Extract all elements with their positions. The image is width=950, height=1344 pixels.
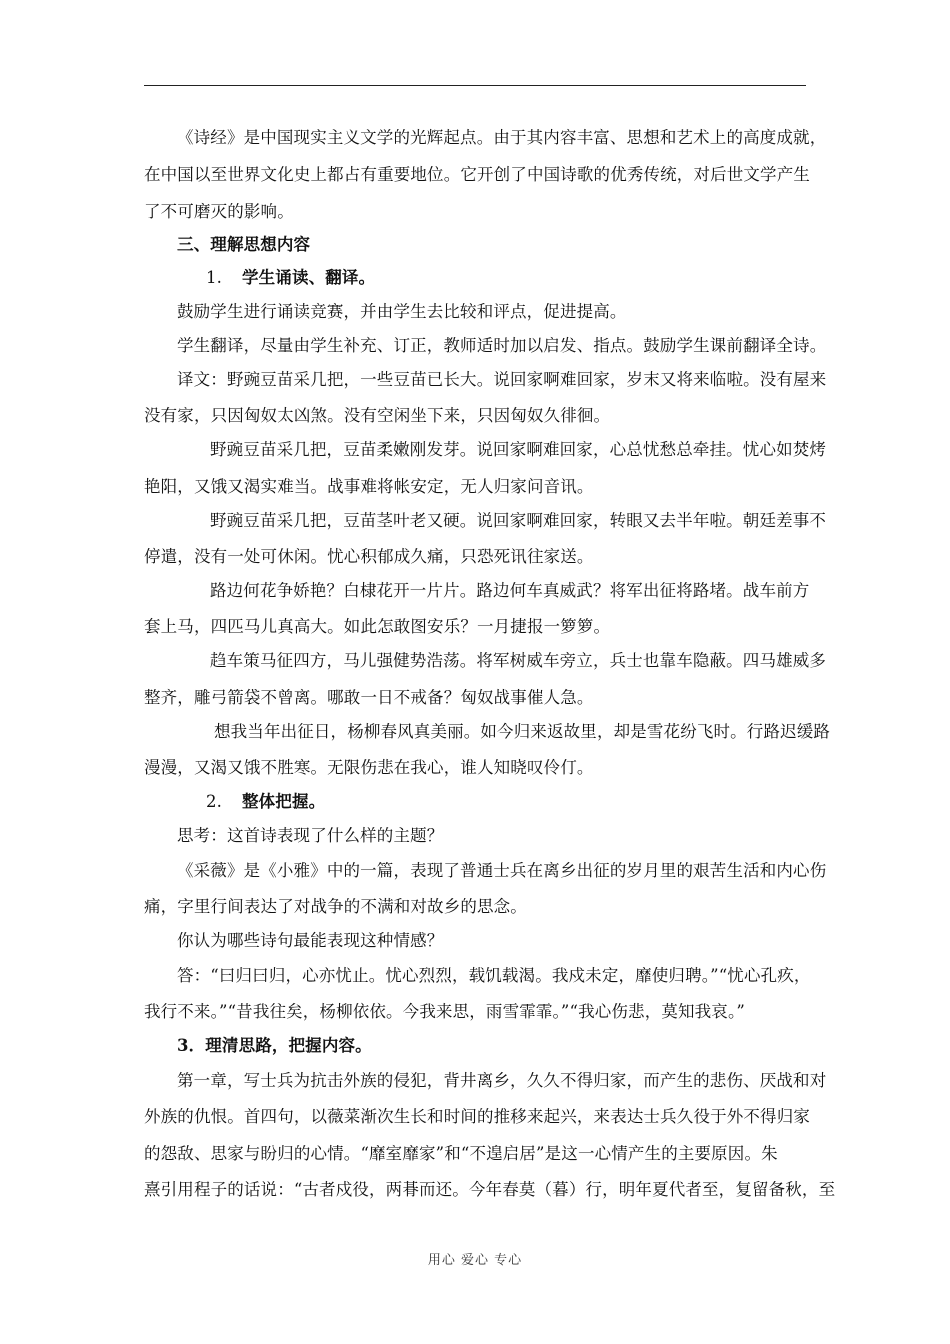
paragraph-line: 你认为哪些诗句最能表现这种情感？ — [177, 931, 444, 950]
paragraph-line: 痛，字里行间表达了对战争的不满和对故乡的思念。 — [144, 897, 527, 916]
paragraph-line: 第一章，写士兵为抗击外族的侵犯，背井离乡，久久不得归家，而产生的悲伤、厌战和对 — [177, 1071, 827, 1090]
paragraph-line: 野豌豆苗采几把，豆苗柔嫩刚发芽。说回家啊难回家，心总忧愁总牵挂。忧心如焚烤 — [210, 440, 827, 459]
paragraph-line: 答：“曰归曰归，心亦忧止。忧心烈烈，载饥载渴。我戍未定，靡使归聘。”“忧心孔疚， — [177, 966, 811, 985]
paragraph-line: 停遣，没有一处可休闲。忧心积郁成久痛，只恐死讯往家送。 — [144, 547, 594, 566]
paragraph-line: 译文：野豌豆苗采几把，一些豆苗已长大。说回家啊难回家，岁末又将来临啦。没有屋来 — [177, 370, 827, 389]
subheading-number: 2. — [206, 792, 223, 811]
paragraph-line: 路边何花争娇艳？白棣花开一片片。路边何车真威武？将军出征将路堵。战车前方 — [210, 581, 810, 600]
paragraph-line: 学生翻译，尽量由学生补充、订正，教师适时加以启发、指点。鼓励学生课前翻译全诗。 — [177, 336, 827, 355]
subheading-number: 1. — [206, 268, 223, 287]
paragraph-line: 鼓励学生进行诵读竞赛，并由学生去比较和评点，促进提高。 — [177, 302, 627, 321]
page-footer: 用心 爱心 专心 — [427, 1253, 523, 1268]
paragraph-line: 没有家，只因匈奴太凶煞。没有空闲坐下来，只因匈奴久徘徊。 — [144, 406, 611, 425]
header-rule — [144, 85, 806, 86]
subheading — [144, 268, 806, 288]
paragraph-line: 思考：这首诗表现了什么样的主题？ — [177, 826, 444, 845]
paragraph-line: 的怨敌、思家与盼归的心情。“靡室靡家”和“不遑启居”是这一心情产生的主要原因。朱 — [144, 1144, 778, 1163]
section-heading: 三、理解思想内容 — [177, 235, 311, 254]
paragraph-line: 外族的仇恨。首四句，以薇菜渐次生长和时间的推移来起兴，来表达士兵久役于外不得归家 — [144, 1107, 810, 1126]
subheading — [144, 792, 806, 812]
subheading-text: 整体把握。 — [242, 792, 326, 811]
paragraph-line: 《采薇》是《小雅》中的一篇，表现了普通士兵在离乡出征的岁月里的艰苦生活和内心伤 — [177, 861, 827, 880]
paragraph-line: 艳阳，又饿又渴实难当。战事难将帐安定，无人归家问音讯。 — [144, 477, 594, 496]
paragraph-line: 在中国以至世界文化史上都占有重要地位。它开创了中国诗歌的优秀传统，对后世文学产生 — [144, 165, 810, 184]
paragraph-line: 了不可磨灭的影响。 — [144, 202, 294, 221]
paragraph-line: 野豌豆苗采几把，豆苗茎叶老又硬。说回家啊难回家，转眼又去半年啦。朝廷差事不 — [210, 511, 827, 530]
paragraph-line: 整齐，雕弓箭袋不曾离。哪敢一日不戒备？匈奴战事催人急。 — [144, 688, 594, 707]
paragraph-line: 趋车策马征四方，马儿强健势浩荡。将军树威车旁立，兵士也靠车隐蔽。四马雄威多 — [210, 651, 827, 670]
paragraph-line: 我行不来。”“昔我往矣，杨柳依依。今我来思，雨雪霏霏。”“我心伤悲，莫知我哀。” — [144, 1002, 745, 1021]
paragraph-line: 套上马，四匹马儿真高大。如此怎敢图安乐？一月捷报一箩箩。 — [144, 617, 611, 636]
subheading: 3．理清思路，把握内容。 — [177, 1036, 372, 1055]
paragraph-line: 想我当年出征日，杨柳春风真美丽。如今归来返故里，却是雪花纷飞时。行路迟缓路 — [214, 722, 831, 741]
paragraph-line: 《诗经》是中国现实主义文学的光辉起点。由于其内容丰富、思想和艺术上的高度成就， — [177, 128, 827, 147]
subheading-text: 学生诵读、翻译。 — [242, 268, 376, 287]
paragraph-line: 熹引用程子的话说：“古者戍役，两朞而还。今年春莫（暮）行，明年夏代者至，复留备秋，至 — [144, 1180, 836, 1199]
paragraph-line: 漫漫，又渴又饿不胜寒。无限伤悲在我心，谁人知晓叹伶仃。 — [144, 758, 594, 777]
